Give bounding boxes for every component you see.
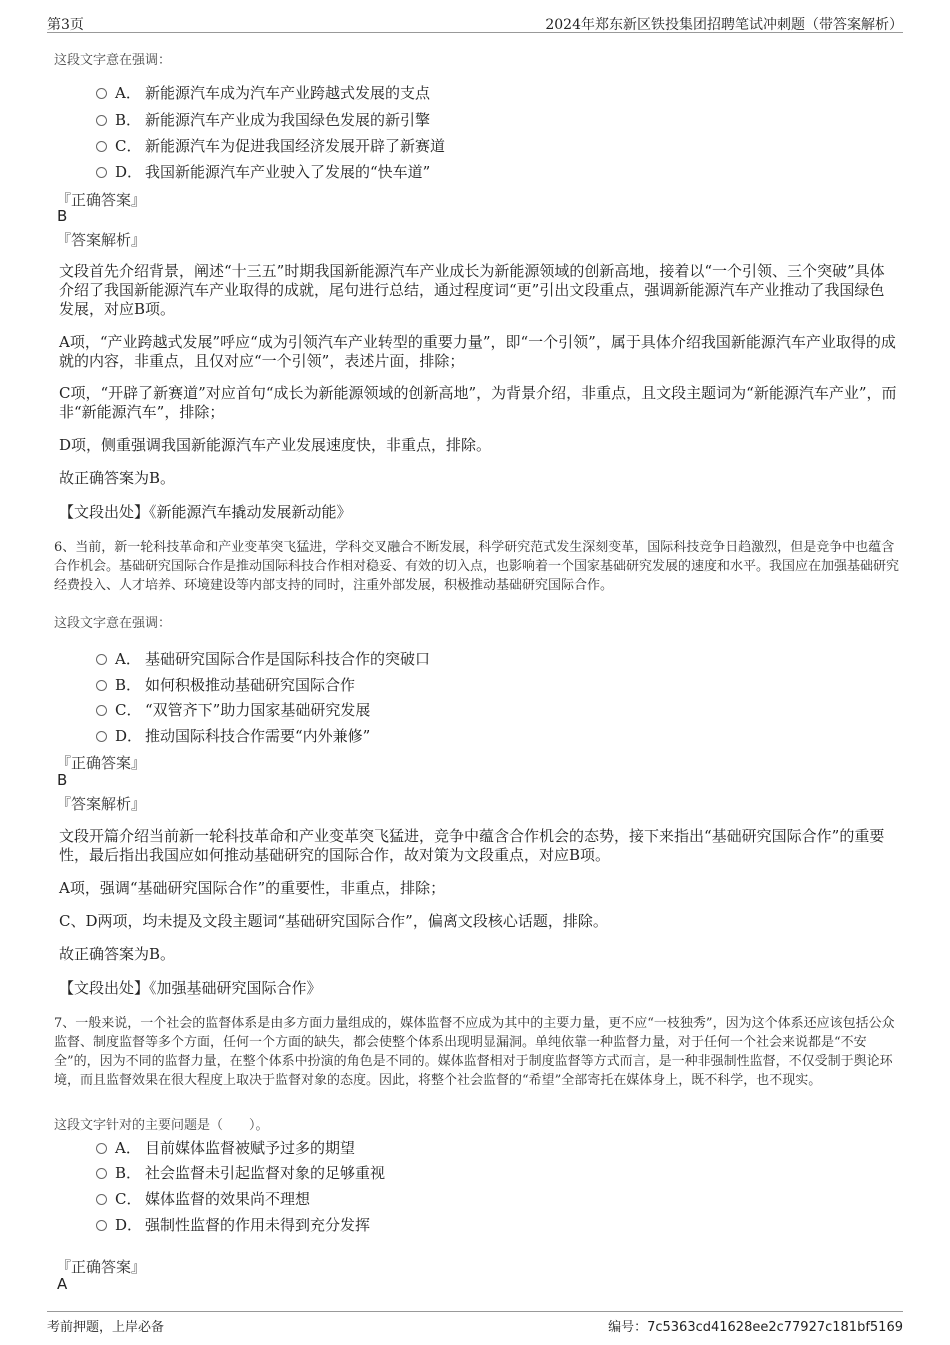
page-header [47, 12, 903, 33]
radio-icon[interactable] [96, 1168, 107, 1179]
radio-icon[interactable] [96, 1220, 107, 1231]
footer-slogan: 考前押题，上岸必备 [47, 1320, 165, 1335]
q7-option-a[interactable]: A． 目前媒体监督被赋予过多的期望 [96, 1137, 355, 1158]
radio-icon[interactable] [96, 731, 107, 742]
q5-option-c[interactable]: C． 新能源汽车为促进我国经济发展开辟了新赛道 [96, 135, 445, 156]
radio-icon[interactable] [96, 1143, 107, 1154]
radio-icon[interactable] [96, 167, 107, 178]
q5-correct-label: 『正确答案』 [56, 191, 147, 209]
q5-answer: B [57, 207, 68, 225]
q6-correct-label: 『正确答案』 [56, 754, 147, 772]
radio-icon[interactable] [96, 654, 107, 665]
q6-option-b[interactable]: B． 如何积极推动基础研究国际合作 [96, 674, 355, 695]
radio-icon[interactable] [96, 680, 107, 691]
q5-analysis-1: 文段首先介绍背景，阐述“十三五”时期我国新能源汽车产业成长为新能源领域的创新高地，接着以“一个引领、三个突破”具体介绍了我国新能源汽车产业取得的成就，尾句进行总结，通过程度词“更”引出文段重点，强调新能源汽车产业推动了我国绿色发展，对应B项。 [59, 262, 885, 318]
radio-icon[interactable] [96, 705, 107, 716]
page-footer [47, 1311, 903, 1342]
q7-prompt: 这段文字针对的主要问题是（ ）。 [54, 1118, 269, 1133]
q5-analysis-3: C项，“开辟了新赛道”对应首句“成长为新能源领域的创新高地”，为背景介绍，非重点，且文段主题词为“新能源汽车产业”，而非“新能源汽车”，排除； [59, 384, 897, 421]
q6-analysis-1: 文段开篇介绍当前新一轮科技革命和产业变革突飞猛进，竞争中蕴含合作机会的态势，接下来指出“基础研究国际合作”的重要性，最后指出我国应如何推动基础研究的国际合作，故对策为文段重点，对应B项。 [59, 827, 885, 864]
q7-option-c[interactable]: C． 媒体监督的效果尚不理想 [96, 1188, 310, 1209]
q5-analysis-5: 故正确答案为B。 [59, 469, 176, 487]
q6-text: 6、当前，新一轮科技革命和产业变革突飞猛进，学科交叉融合不断发展，科学研究范式发生深刻变革，国际科技竞争日趋激烈，但是竞争中也蕴含合作机会。基础研究国际合作是推动国际科技合作相对稳妥、有效的切入点，也影响着一个国家基础研究发展的速度和水平。我国应在加强基础研究经费投入、人才培养、环境建设等内部支持的同时，注重外部发展，积极推动基础研究国际合作。 [54, 540, 900, 593]
q5-option-a[interactable]: A． 新能源汽车成为汽车产业跨越式发展的支点 [96, 82, 430, 103]
q5-analysis-2: A项，“产业跨越式发展”呼应“成为引领汽车产业转型的重要力量”，即“一个引领”，属于具体介绍我国新能源汽车产业取得的成就的内容，非重点，且仅对应“一个引领”，表述片面，排除； [59, 333, 896, 370]
q6-option-d[interactable]: D． 推动国际科技合作需要“内外兼修” [96, 725, 370, 746]
q5-analysis-4: D项，侧重强调我国新能源汽车产业发展速度快，非重点，排除。 [59, 436, 492, 454]
q5-prompt: 这段文字意在强调： [54, 53, 172, 68]
q5-option-d[interactable]: D． 我国新能源汽车产业驶入了发展的“快车道” [96, 161, 430, 182]
q6-analysis-4: 故正确答案为B。 [59, 945, 176, 963]
q7-correct-label: 『正确答案』 [56, 1258, 147, 1276]
q6-analysis-label: 『答案解析』 [56, 795, 147, 813]
q6-analysis-2: A项，强调“基础研究国际合作”的重要性，非重点，排除； [59, 879, 446, 897]
q6-analysis-3: C、D两项，均未提及文段主题词“基础研究国际合作”，偏离文段核心话题，排除。 [59, 912, 608, 930]
q7-answer: A [57, 1275, 68, 1293]
q5-option-b[interactable]: B． 新能源汽车产业成为我国绿色发展的新引擎 [96, 109, 430, 130]
q6-source: 【文段出处】《加强基础研究国际合作》 [59, 979, 322, 997]
q7-text: 7、一般来说，一个社会的监督体系是由多方面力量组成的，媒体监督不应成为其中的主要力量，更不应“一枝独秀”，因为这个体系还应该包括公众监督、制度监督等多个方面，任何一个方面的缺失，都会使整个体系出现明显漏洞。单纯依靠一种监督力量，对于任何一个社会来说都是“不安全”的，因为不同的监督力量，在整个体系中扮演的角色是不同的。媒体监督相对于制度监督等方式而言，是一种非强制性监督，不仅受制于舆论环境，而且监督效果在很大程度上取决于监督对象的态度。因此，将整个社会监督的“希望”全部寄托在媒体身上，既不科学，也不现实。 [54, 1016, 895, 1088]
radio-icon[interactable] [96, 115, 107, 126]
q7-option-b[interactable]: B． 社会监督未引起监督对象的足够重视 [96, 1162, 385, 1183]
q7-option-d[interactable]: D． 强制性监督的作用未得到充分发挥 [96, 1214, 370, 1235]
q5-source: 【文段出处】《新能源汽车撬动发展新动能》 [59, 503, 352, 521]
page-number: 第3页 [47, 17, 84, 33]
document-title: 2024年郑东新区铁投集团招聘笔试冲刺题（带答案解析） [545, 17, 903, 33]
radio-icon[interactable] [96, 88, 107, 99]
radio-icon[interactable] [96, 141, 107, 152]
q6-option-a[interactable]: A． 基础研究国际合作是国际科技合作的突破口 [96, 648, 430, 669]
q5-analysis-label: 『答案解析』 [56, 231, 147, 249]
document-id: 编号：7c5363cd41628ee2c77927c181bf5169 [608, 1320, 903, 1335]
q6-option-c[interactable]: C． “双管齐下”助力国家基础研究发展 [96, 699, 370, 720]
q6-prompt: 这段文字意在强调： [54, 616, 172, 631]
radio-icon[interactable] [96, 1194, 107, 1205]
q6-answer: B [57, 771, 68, 789]
